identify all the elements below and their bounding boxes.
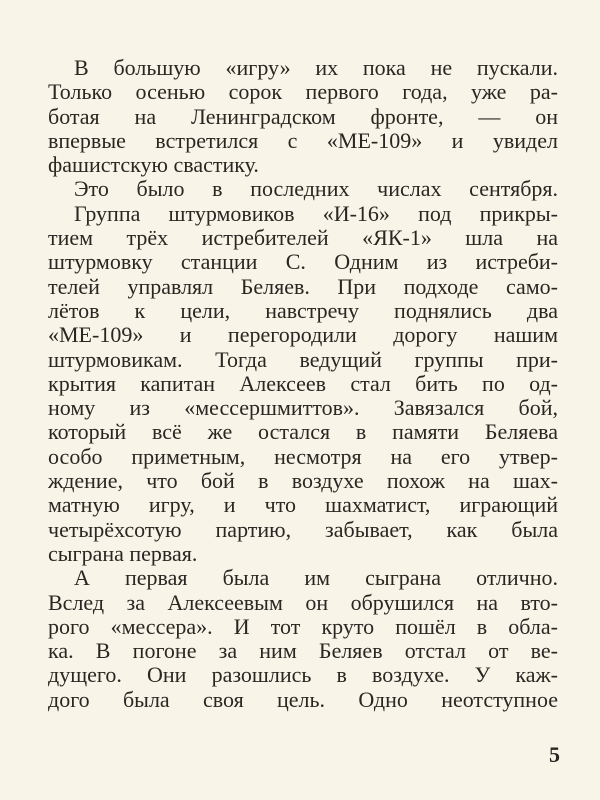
text-line: А первая была им сыграна отлично.: [74, 566, 558, 591]
text-line: тием трёх истребителей «ЯК-1» шла на: [48, 226, 558, 251]
text-line: дущего. Они разошлись в воздухе. У каж-: [48, 663, 558, 688]
text-line: В большую «игру» их пока не пускали.: [74, 56, 558, 80]
text-line: матную игру, и что шахматист, играющий: [48, 493, 558, 518]
page-number: 5: [549, 742, 560, 767]
text-line: сыграна первая.: [48, 541, 198, 566]
text-line: Группа штурмовиков «И-16» под прикры-: [74, 201, 558, 226]
text-line: впервые встретился с «МЕ-109» и увидел: [48, 128, 558, 153]
text-line: Только осенью сорок первого года, уже ра-: [48, 80, 558, 105]
text-line: штурмовку станции С. Одним из истреби-: [48, 250, 558, 275]
text-line: четырёхсотую партию, забывает, как была: [48, 517, 558, 542]
text-line: дого была своя цель. Одно неотступное: [48, 687, 558, 712]
text-line: крытия капитан Алексеев стал бить по од-: [48, 371, 558, 396]
text-line: телей управлял Беляев. При подходе само-: [48, 274, 558, 299]
text-line: особо приметным, несмотря на его утвер-: [48, 444, 558, 469]
text-line: Это было в последних числах сентября.: [74, 177, 558, 202]
body-text: [48, 56, 558, 712]
text-line: штурмовикам. Тогда ведущий группы при-: [48, 347, 558, 372]
text-line: лётов к цели, навстречу поднялись два: [48, 298, 558, 323]
text-line: ка. В погоне за ним Беляев отстал от ве-: [48, 639, 558, 664]
text-line: ному из «мессершмиттов». Завязался бой,: [48, 396, 558, 421]
text-line: ждение, что бой в воздухе похож на шах-: [48, 469, 558, 494]
text-line: ботая на Ленинградском фронте, — он: [48, 104, 558, 129]
text-line: который всё же остался в памяти Беляева: [48, 420, 558, 445]
text-line: фашистскую свастику.: [48, 153, 259, 178]
text-line: рого «мессера». И тот круто пошёл в обла-: [48, 614, 558, 639]
text-line: «МЕ-109» и перегородили дорогу нашим: [48, 323, 558, 348]
text-line: Вслед за Алексеевым он обрушился на вто-: [48, 590, 558, 615]
